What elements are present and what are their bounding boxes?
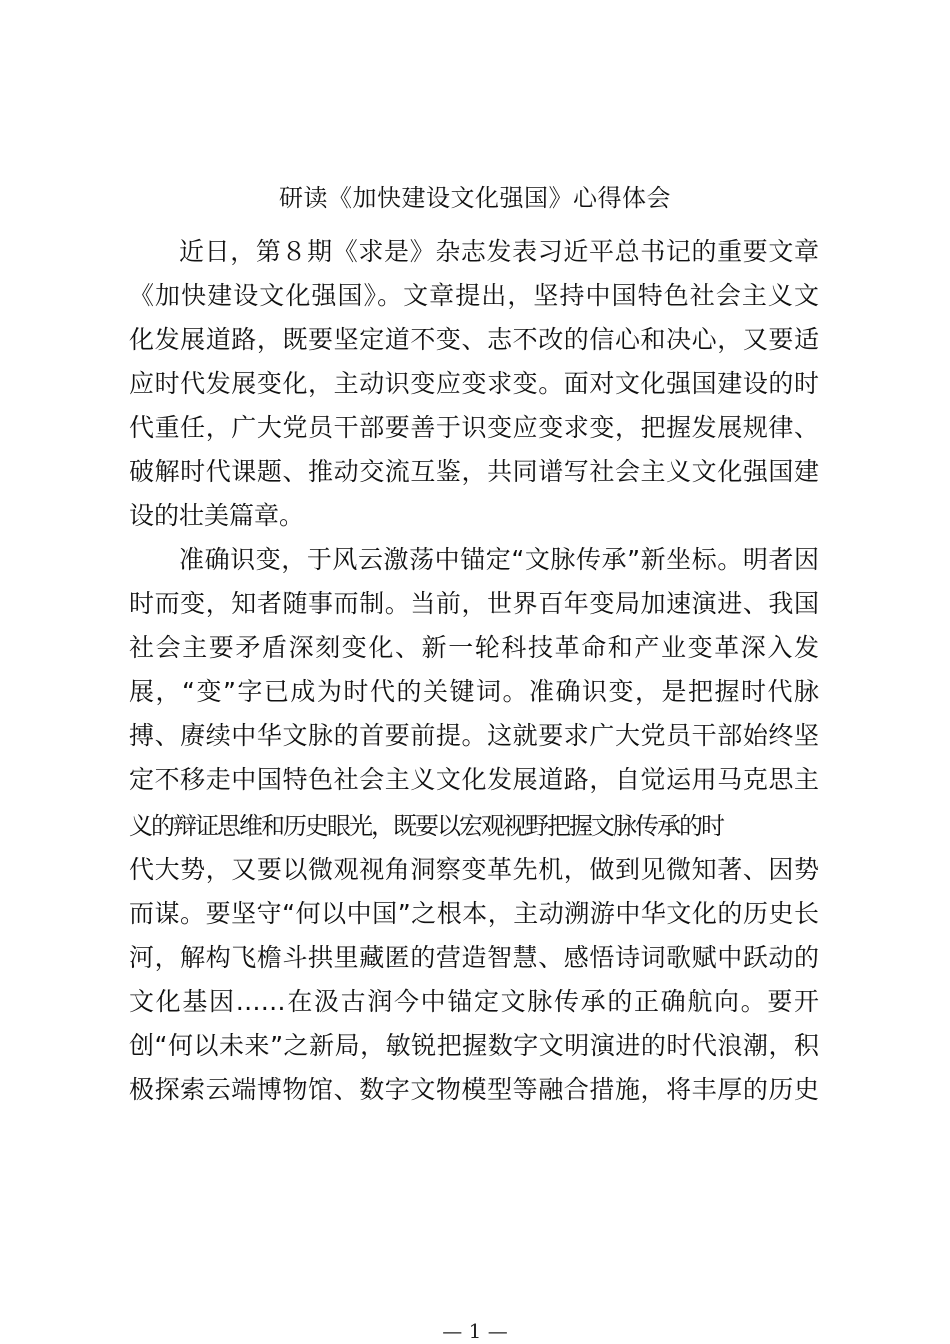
paragraph-line: 化发展道路，既要坚定道不变、志不改的信心和决心，又要适 bbox=[129, 325, 819, 354]
paragraph-line: 代大势，又要以微观视角洞察变革先机，做到见微知著、因势 bbox=[129, 855, 819, 884]
paragraph-line: 而谋。要坚守“何以中国”之根本，主动溯游中华文化的历史长 bbox=[129, 899, 819, 928]
paragraph-line: 时而变，知者随事而制。当前，世界百年变局加速演进、我国 bbox=[129, 589, 819, 618]
paragraph-line: 设的壮美篇章。 bbox=[129, 501, 305, 530]
paragraph-line: 展，“变”字已成为时代的关键词。准确识变，是把握时代脉 bbox=[129, 677, 819, 706]
paragraph-line: 社会主要矛盾深刻变化、新一轮科技革命和产业变革深入发 bbox=[129, 633, 819, 662]
paragraph-line: 文化基因……在汲古润今中锚定文脉传承的正确航向。要开 bbox=[129, 987, 819, 1016]
paragraph-line: 义的辩证思维和历史眼光，既要以宏观视野把握文脉传承的时 bbox=[129, 812, 723, 840]
page-number: — 1 — bbox=[442, 1319, 508, 1343]
paragraph-line: 搏、赓续中华文脉的首要前提。这就要求广大党员干部始终坚 bbox=[129, 721, 819, 750]
paragraph-line: 创“何以未来”之新局，敏锐把握数字文明演进的时代浪潮，积 bbox=[129, 1031, 819, 1060]
paragraph-line: 定不移走中国特色社会主义文化发展道路，自觉运用马克思主 bbox=[129, 765, 819, 794]
paragraph-line: 极探索云端博物馆、数字文物模型等融合措施，将丰厚的历史 bbox=[129, 1075, 819, 1104]
paragraph-line: 应时代发展变化，主动识变应变求变。面对文化强国建设的时 bbox=[129, 369, 819, 398]
document-title: 研读《加快建设文化强国》心得体会 bbox=[279, 184, 671, 212]
paragraph-line: 《加快建设文化强国》。文章提出，坚持中国特色社会主义文 bbox=[129, 281, 819, 310]
paragraph-line: 代重任，广大党员干部要善于识变应变求变，把握发展规律、 bbox=[129, 413, 819, 442]
paragraph-line: 近日，第８期《求是》杂志发表习近平总书记的重要文章 bbox=[179, 237, 819, 266]
paragraph-line: 河，解构飞檐斗拱里藏匿的营造智慧、感悟诗词歌赋中跃动的 bbox=[129, 943, 819, 972]
paragraph-line: 准确识变，于风云激荡中锚定“文脉传承”新坐标。明者因 bbox=[179, 545, 819, 574]
paragraph-line: 破解时代课题、推动交流互鉴，共同谱写社会主义文化强国建 bbox=[129, 457, 819, 486]
